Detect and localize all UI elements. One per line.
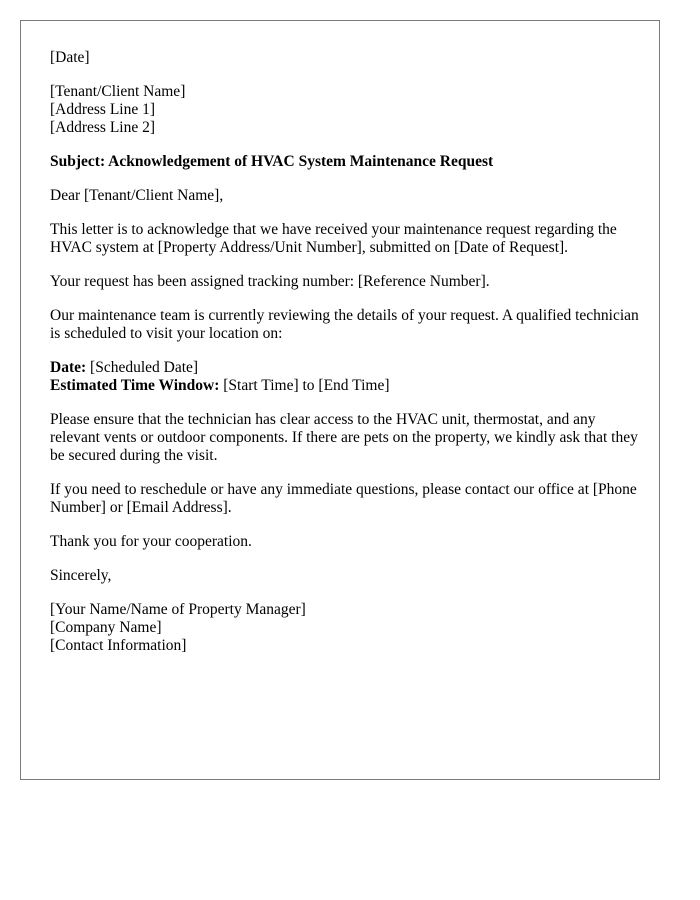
paragraph-4-text: Please ensure that the technician has clear access to the HVAC unit, thermostat, and any relevant vents or outdoor components. If there are pets on the property, we kindly ask that they be secured during the visit.: [50, 411, 638, 464]
paragraph-access: [50, 411, 640, 465]
schedule-window-value: [Start Time] to [End Time]: [219, 377, 390, 394]
paragraph-2-text: Your request has been assigned tracking number: [Reference Number].: [50, 273, 490, 290]
closing-block: [50, 567, 640, 585]
address-line-2: [Address Line 2]: [50, 119, 156, 136]
paragraph-tracking: [50, 273, 640, 291]
paragraph-acknowledgement: [50, 221, 640, 257]
signature-company: [Company Name]: [50, 619, 162, 636]
signature-contact: [Contact Information]: [50, 637, 187, 654]
salutation-block: [50, 187, 640, 205]
schedule-block: [50, 359, 640, 395]
paragraph-5-text: If you need to reschedule or have any immediate questions, please contact our office at [Phone Number] or [Email Address].: [50, 481, 637, 516]
date-block: [50, 49, 640, 67]
thanks-block: [50, 533, 640, 551]
address-line-1: [Address Line 1]: [50, 101, 156, 118]
paragraph-1-text: This letter is to acknowledge that we have received your maintenance request regarding the HVAC system at [Property Address/Unit Number], submitted on [Date of Request].: [50, 221, 617, 256]
subject-block: [50, 153, 640, 171]
subject-line: Subject: Acknowledgement of HVAC System Maintenance Request: [50, 153, 494, 170]
schedule-window-row: [50, 377, 640, 395]
thanks-text: Thank you for your cooperation.: [50, 533, 252, 550]
paragraph-contact: [50, 481, 640, 517]
salutation: Dear [Tenant/Client Name],: [50, 187, 224, 204]
paragraph-review: [50, 307, 640, 343]
schedule-date-label: Date:: [50, 359, 87, 376]
letter-date: [Date]: [50, 49, 90, 66]
signature-name: [Your Name/Name of Property Manager]: [50, 601, 306, 618]
paragraph-3-text: Our maintenance team is currently reviewing the details of your request. A qualified technician is scheduled to visit your location on:: [50, 307, 639, 342]
closing-text: Sincerely,: [50, 567, 112, 584]
recipient-name: [Tenant/Client Name]: [50, 83, 186, 100]
schedule-date-value: [Scheduled Date]: [86, 359, 199, 376]
letter-page: [20, 20, 660, 780]
schedule-date-row: [50, 359, 640, 377]
recipient-address: [50, 83, 640, 137]
letter-body: [50, 49, 640, 671]
schedule-window-label: Estimated Time Window:: [50, 377, 220, 394]
signature-block: [50, 601, 640, 655]
